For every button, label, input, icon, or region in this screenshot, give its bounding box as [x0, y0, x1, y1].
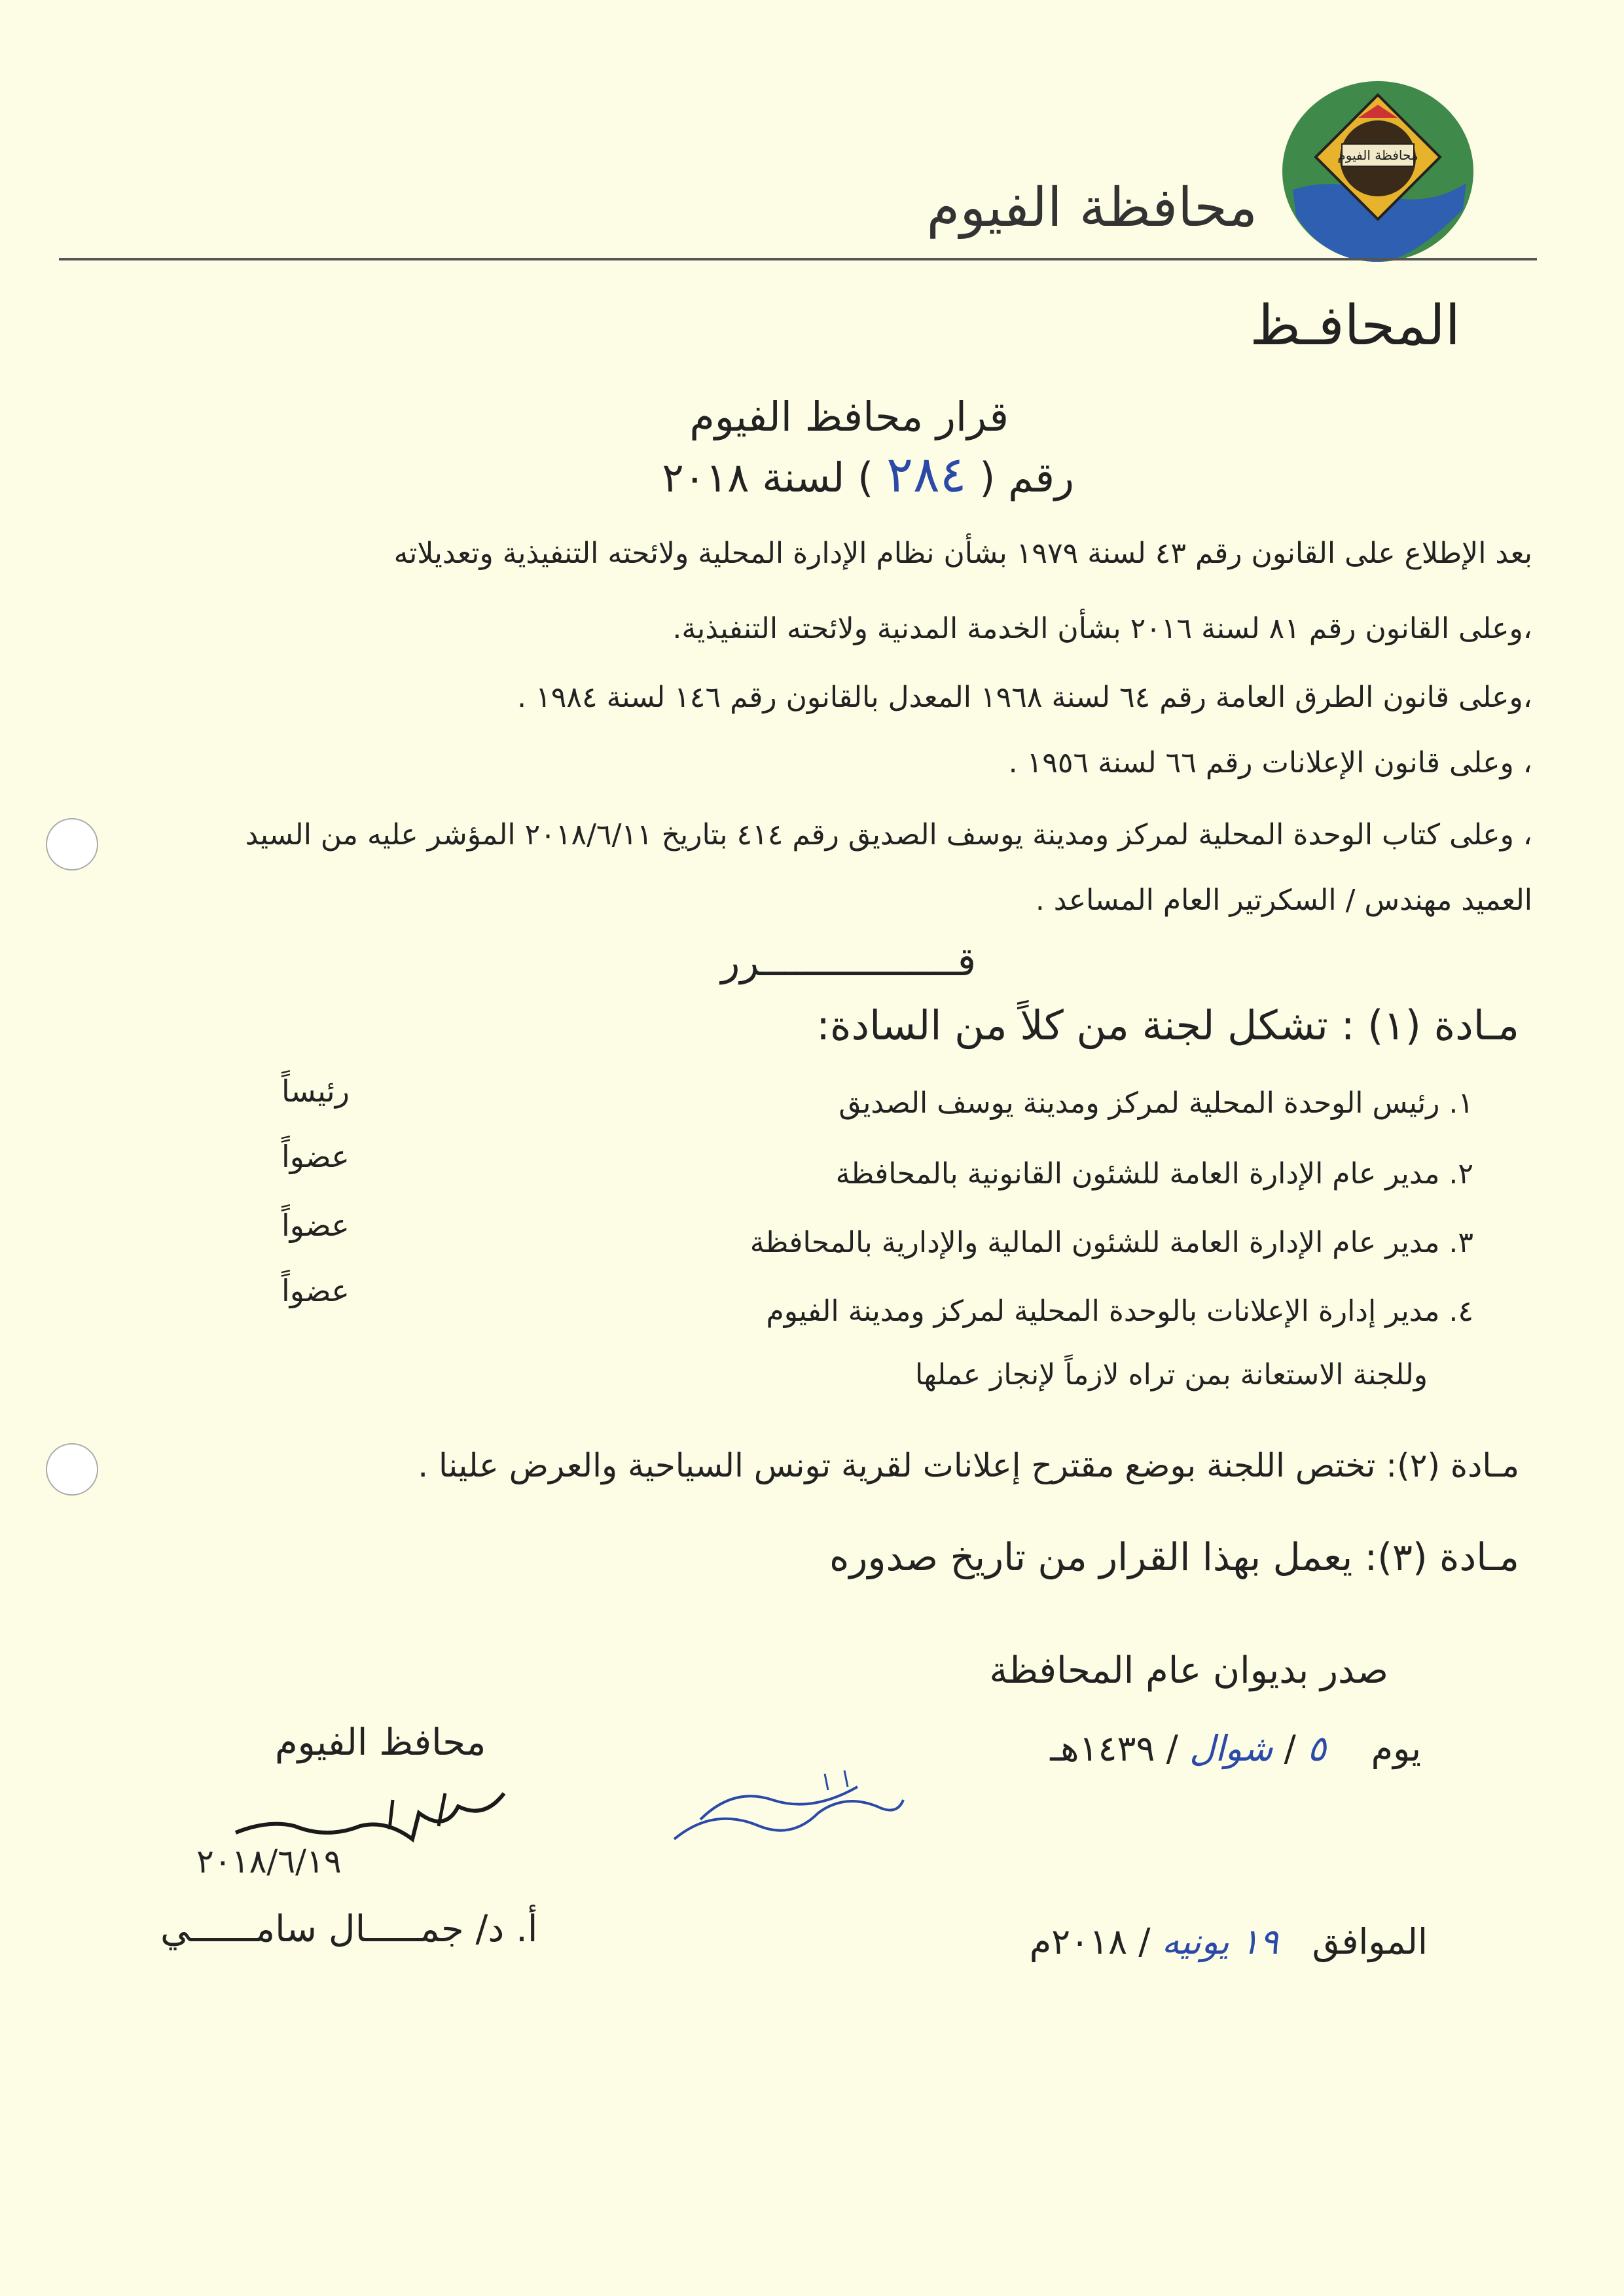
- gregorian-month: يونيه: [1161, 1921, 1229, 1962]
- issued-at: صدر بديوان عام المحافظة: [989, 1649, 1388, 1692]
- member-role: عضواً: [281, 1273, 350, 1308]
- fayoum-governorate-logo: [1280, 79, 1476, 265]
- preamble-line: بعد الإطلاع على القانون رقم ٤٣ لسنة ١٩٧٩ بشأن نظام الإدارة المحلية ولائحته التنفيذية وتعديلاته: [393, 537, 1532, 570]
- hijri-year: / ١٤٣٩هـ: [1050, 1728, 1178, 1769]
- preamble-line: ، وعلى كتاب الوحدة المحلية لمركز ومدينة يوسف الصديق رقم ٤١٤ بتاريخ ٢٠١٨/٦/١١ المؤشر عليه من السيد: [245, 818, 1532, 852]
- svg-text:محافظة الفيوم: محافظة الفيوم: [1337, 147, 1418, 163]
- preamble-line: ،وعلى قانون الطرق العامة رقم ٦٤ لسنة ١٩٦٨ المعدل بالقانون رقم ١٤٦ لسنة ١٩٨٤ .: [517, 681, 1532, 714]
- member-role: عضواً: [281, 1208, 350, 1243]
- article-3: مـادة (٣): يعمل بهذا القرار من تاريخ صدوره: [829, 1535, 1519, 1579]
- preamble-line: العميد مهندس / السكرتير العام المساعد .: [1035, 884, 1532, 917]
- office-title: المحافـظ: [1250, 293, 1460, 357]
- member-role: رئيساً: [281, 1073, 350, 1109]
- gregorian-label: الموافق: [1312, 1921, 1428, 1962]
- committee-member: ٤. مدير إدارة الإعلانات بالوحدة المحلية لمركز ومدينة الفيوم: [766, 1295, 1473, 1328]
- decree-number-prefix: رقم (: [979, 454, 1074, 501]
- committee-member: ٢. مدير عام الإدارة العامة للشئون القانونية بالمحافظة: [835, 1157, 1473, 1191]
- preamble-line: ، وعلى قانون الإعلانات رقم ٦٦ لسنة ١٩٥٦ .: [1008, 746, 1532, 780]
- committee-member: ٣. مدير عام الإدارة العامة للشئون المالية والإدارية بالمحافظة: [749, 1226, 1473, 1259]
- decree-number-suffix: ) لسنة ٢٠١٨: [662, 454, 874, 501]
- decided-heading: قـــــــــــــــــرر: [721, 939, 976, 985]
- hijri-date: يوم ٥ / شوال / ١٤٣٩هـ: [1050, 1728, 1421, 1769]
- decree-number: [662, 445, 1074, 503]
- member-role: عضواً: [281, 1139, 350, 1174]
- decree-title: قرار محافظ الفيوم: [689, 393, 1009, 440]
- gregorian-date: [1030, 1921, 1428, 1962]
- gregorian-day: ١٩: [1240, 1921, 1279, 1962]
- hijri-label: يوم: [1371, 1728, 1421, 1769]
- article-2: مـادة (٢): تختص اللجنة بوضع مقترح إعلانات لقرية تونس السياحية والعرض علينا .: [418, 1446, 1519, 1484]
- preamble-line: ،وعلى القانون رقم ٨١ لسنة ٢٠١٦ بشأن الخدمة المدنية ولائحته التنفيذية.: [672, 612, 1532, 645]
- governor-name: أ. د/ جمـــــال سامــــــي: [160, 1908, 538, 1950]
- hijri-month: شوال: [1189, 1728, 1273, 1769]
- hijri-day: ٥: [1307, 1728, 1326, 1769]
- gregorian-year: / ٢٠١٨م: [1029, 1921, 1151, 1962]
- article-1-heading: مـادة (١) : تشكل لجنة من كلاً من السادة:: [816, 1001, 1519, 1049]
- committee-helpers-note: وللجنة الاستعانة بمن تراه لازماً لإنجاز عملها: [915, 1358, 1428, 1391]
- punch-hole: [46, 1443, 98, 1496]
- governorate-name: محافظة الفيوم: [926, 177, 1257, 239]
- punch-hole: [46, 818, 98, 870]
- governor-signature-date: ٢٠١٨/٦/١٩: [196, 1842, 342, 1880]
- committee-member: ١. رئيس الوحدة المحلية لمركز ومدينة يوسف الصديق: [839, 1086, 1473, 1120]
- decree-number-handwritten: ٢٨٤: [886, 445, 967, 503]
- governor-title: محافظ الفيوم: [275, 1721, 486, 1764]
- header-divider: [59, 258, 1537, 260]
- reviewer-initials: [661, 1761, 910, 1865]
